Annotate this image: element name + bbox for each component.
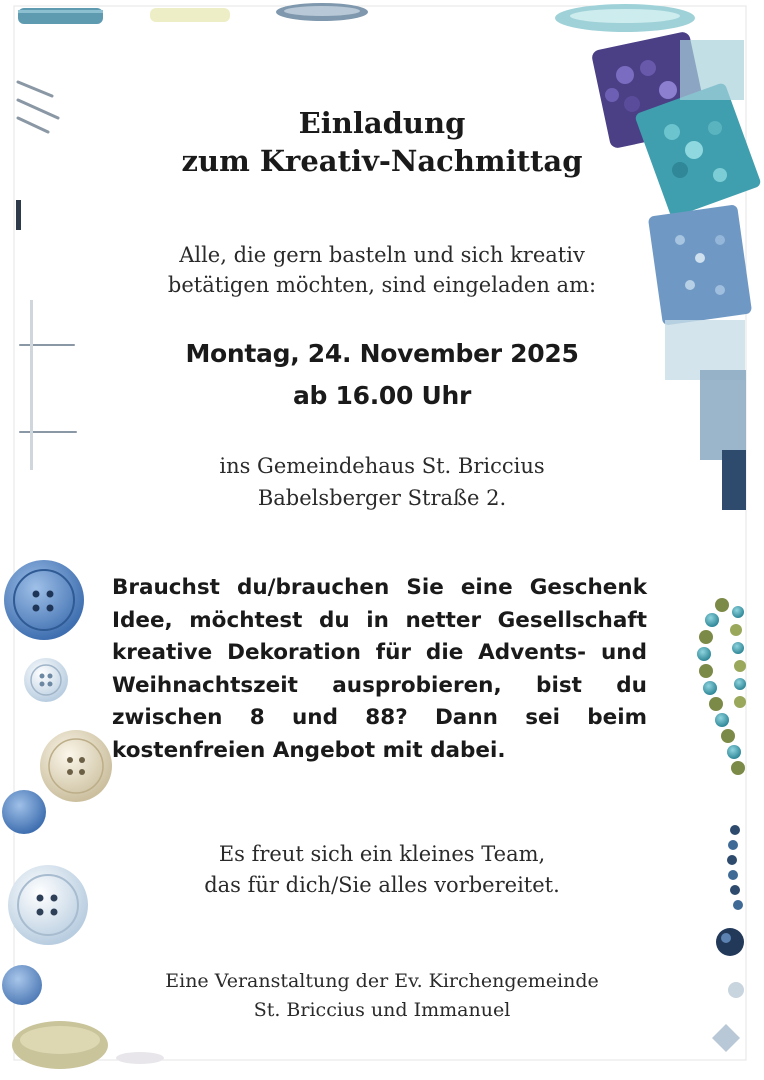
title-line: Einladung [298,106,466,140]
team-line: das für dich/Sie alles vorbereitet. [204,873,560,897]
intro-line: Alle, die gern basteln und sich kreativ [179,243,585,267]
event-location [0,450,764,514]
yarn-spool-icon [18,3,695,32]
footer-line: St. Briccius und Immanuel [253,999,511,1021]
pin-icon [16,200,21,230]
team-line: Es freut sich ein kleines Team, [218,842,546,866]
location-line: Babelsberger Straße 2. [257,486,507,510]
intro-text [0,240,764,300]
button-icon [2,560,112,1005]
footer-line: Eine Veranstaltung der Ev. Kirchengemeinde [165,970,599,992]
organizer-footer [0,967,764,1025]
title-line: zum Kreativ-Nachmittag [181,144,583,178]
team-message [0,839,764,901]
yarn-spool-icon [12,1021,164,1069]
invitation-title [0,104,764,180]
location-line: ins Gemeindehaus St. Briccius [219,454,545,478]
event-time: ab 16.00 Uhr [292,381,472,410]
intro-line: betätigen möchten, sind eingeladen am: [167,273,597,297]
event-datetime [0,333,764,417]
event-date: Montag, 24. November 2025 [185,339,579,368]
event-description: Brauchst du/brauchen Sie eine Geschenk Idee, möchtest du in netter Gesellschaft kreative Dekoration für die Advents- und Weihnachtszeit ausprobieren, bist du zwischen 8 und 88? Dann sei beim kostenfreien Angebot mit dabei. [112,575,647,763]
